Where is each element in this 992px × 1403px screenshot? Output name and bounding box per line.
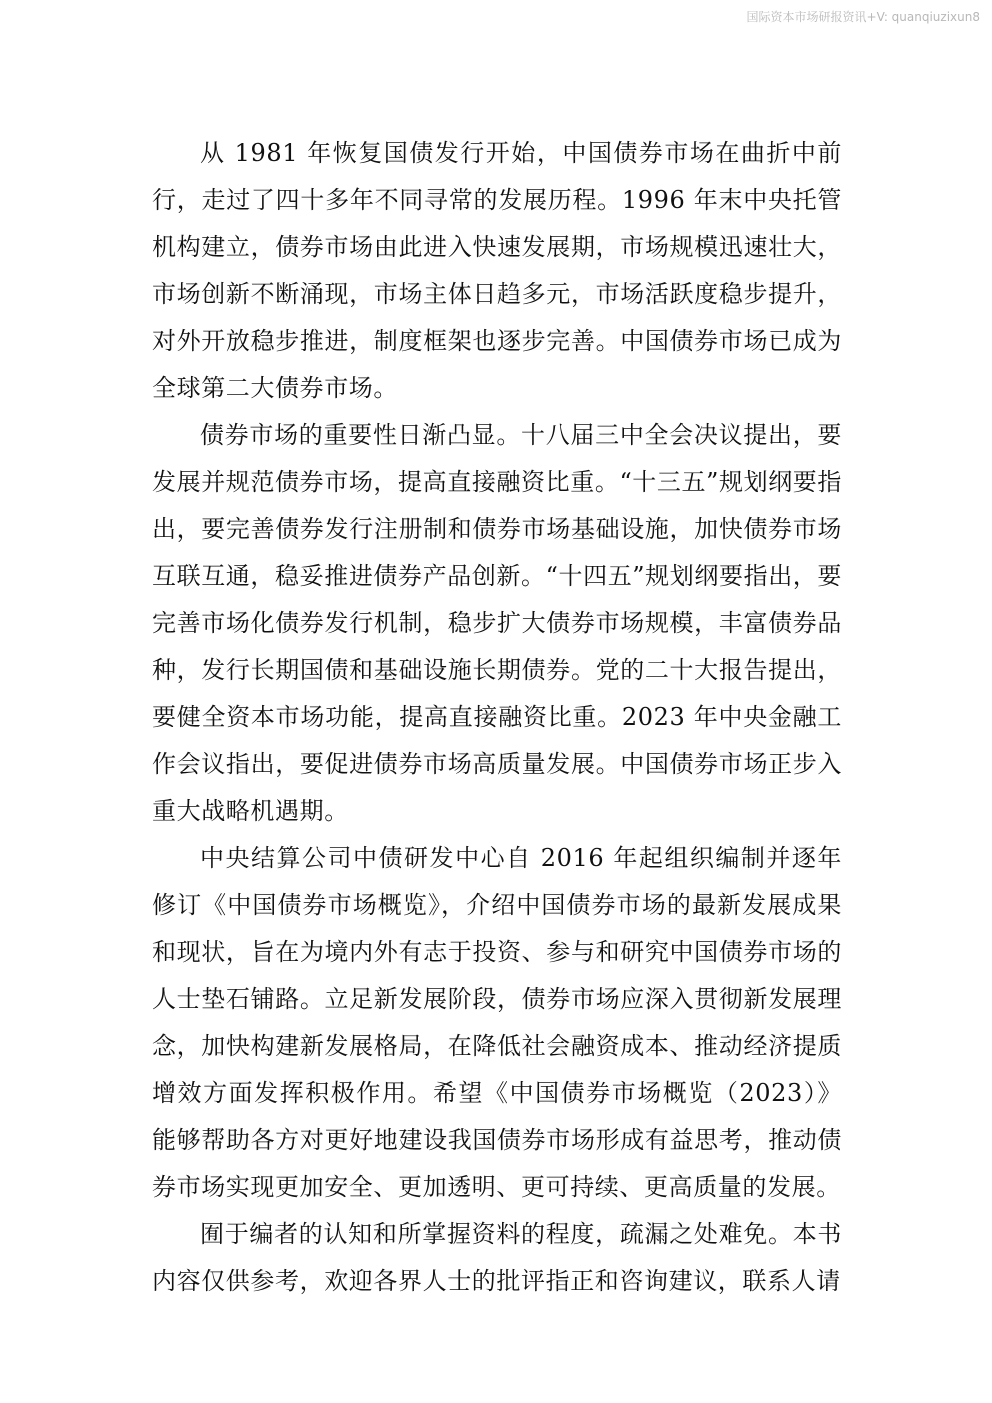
paragraph-history: 从 1981 年恢复国债发行开始，中国债券市场在曲折中前行，走过了四十多年不同寻常的发展历程。1996 年末中央托管机构建立，债券市场由此进入快速发展期，市场规模迅速壮大，市场创新不断涌现，市场主体日趋多元，市场活跃度稳步提升，对外开放稳步推进，制度框架也逐步完善。中国债券市场已成为全球第二大债券市场。 — [152, 139, 842, 402]
document-body — [152, 130, 842, 1305]
paragraph-overview-book: 中央结算公司中债研发中心自 2016 年起组织编制并逐年修订《中国债券市场概览》，介绍中国债券市场的最新发展成果和现状，旨在为境内外有志于投资、参与和研究中国债券市场的人士垫石铺路。立足新发展阶段，债券市场应深入贯彻新发展理念，加快构建新发展格局，在降低社会融资成本、推动经济提质增效方面发挥积极作用。希望《中国债券市场概览（2023）》能够帮助各方对更好地建设我国债券市场形成有益思考，推动债券市场实现更加安全、更加透明、更可持续、更高质量的发展。 — [152, 844, 842, 1201]
paragraph-importance: 债券市场的重要性日渐凸显。十八届三中全会决议提出，要发展并规范债券市场，提高直接融资比重。“十三五”规划纲要指出，要完善债券发行注册制和债券市场基础设施，加快债券市场互联互通，稳妥推进债券产品创新。“十四五”规划纲要指出，要完善市场化债券发行机制，稳步扩大债券市场规模，丰富债券品种，发行长期国债和基础设施长期债券。党的二十大报告提出，要健全资本市场功能，提高直接融资比重。2023 年中央金融工作会议指出，要促进债券市场高质量发展。中国债券市场正步入重大战略机遇期。 — [152, 421, 842, 825]
paragraph-disclaimer: 囿于编者的认知和所掌握资料的程度，疏漏之处难免。本书内容仅供参考，欢迎各界人士的批评指正和咨询建议，联系人请 — [152, 1220, 842, 1295]
watermark-text: 国际资本市场研报资讯+V: quanqiuzixun8 — [746, 10, 980, 24]
